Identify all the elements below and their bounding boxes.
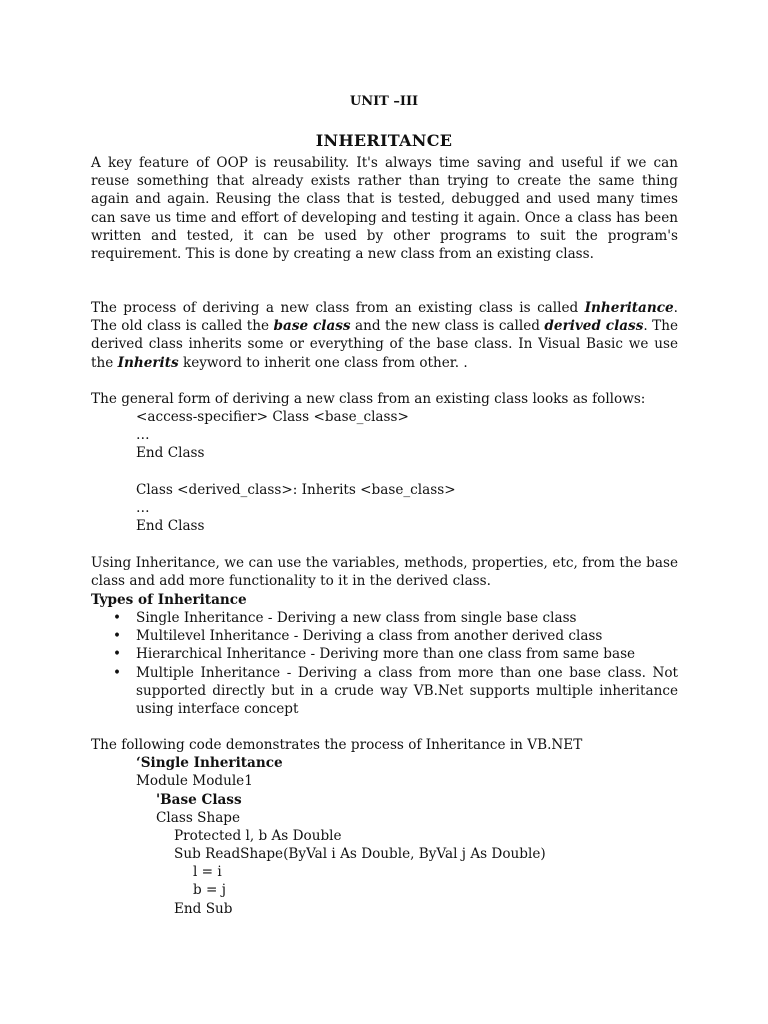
bullet-icon: •: [113, 628, 122, 645]
text-segment: The process of deriving a new class from an existing class is called: [91, 300, 585, 316]
text-segment: keyword to inherit one class from other. .: [178, 354, 468, 371]
code-module: Module Module1: [136, 773, 253, 789]
code-protected: Protected l, b As Double: [174, 828, 342, 844]
syntax-base-class: [136, 408, 409, 463]
types-heading: Types of Inheritance: [91, 592, 247, 608]
syntax-line: …: [136, 500, 150, 517]
text-segment: . The derived class inherits some or everything of the base class. In Visual Basic we use the: [91, 318, 679, 371]
code-comment-single: ‘Single Inheritance: [136, 755, 283, 771]
syntax-line: <access-specifier> Class <base_class>: [136, 409, 409, 425]
unit-heading: UNIT –III: [349, 94, 419, 109]
code-sub: Sub ReadShape(ByVal i As Double, ByVal j As Double): [174, 846, 546, 862]
bullet-icon: •: [113, 646, 122, 663]
list-item-text: Multiple Inheritance - Deriving a class from more than one base class. Not supported directly but in a crude way VB.Net supports multiple inheritance using interface concept: [136, 664, 678, 718]
syntax-line: End Class: [136, 445, 205, 462]
paragraph-definition: [91, 299, 678, 372]
syntax-derived-class: [136, 481, 456, 536]
list-item: [91, 664, 678, 719]
list-item: [91, 645, 678, 663]
term-derived-class: derived class: [544, 318, 644, 335]
list-item-text: Single Inheritance - Deriving a new class from single base class: [136, 610, 577, 626]
bullet-icon: •: [113, 610, 122, 626]
list-item-text: Hierarchical Inheritance - Deriving more than one class from same base: [136, 646, 636, 663]
code-assign-l: l = i: [193, 864, 222, 880]
list-item: [91, 627, 678, 645]
code-comment-base: 'Base Class: [156, 792, 242, 808]
term-inherits: Inherits: [117, 354, 179, 371]
syntax-line: Class <derived_class>: Inherits <base_class>: [136, 482, 456, 498]
code-intro: The following code demonstrates the process of Inheritance in VB.NET: [91, 737, 583, 753]
syntax-line: End Class: [136, 518, 205, 535]
syntax-line: …: [136, 427, 150, 444]
code-class-shape: Class Shape: [156, 810, 241, 826]
list-item: [91, 609, 678, 627]
code-end-sub: End Sub: [174, 901, 233, 917]
bullet-icon: •: [113, 664, 122, 681]
types-list: [91, 609, 678, 718]
paragraph-intro: A key feature of OOP is reusability. It's always time saving and useful if we can reuse something that already exists rather than trying to create the same thing again and again. Reusing the class that is tested, debugged and used many times can save us time and effort of developing and testing it again. Once a class has been written and tested, it can be used by other programs to suit the program's requirement. This is done by creating a new class from an existing class.: [91, 155, 678, 263]
text-segment: . The old class is called the: [91, 300, 678, 335]
paragraph-usage: Using Inheritance, we can use the variables, methods, properties, etc, from the base class and add more functionality to it in the derived class.: [91, 555, 678, 590]
text-segment: and the new class is called: [350, 318, 545, 335]
code-assign-b: b = j: [193, 882, 226, 898]
general-form-intro: The general form of deriving a new class from an existing class looks as follows:: [91, 391, 646, 407]
page-title: INHERITANCE: [315, 131, 453, 150]
list-item-text: Multilevel Inheritance - Deriving a class from another derived class: [136, 628, 603, 645]
term-inheritance: Inheritance: [584, 300, 674, 316]
term-base-class: base class: [273, 318, 351, 335]
